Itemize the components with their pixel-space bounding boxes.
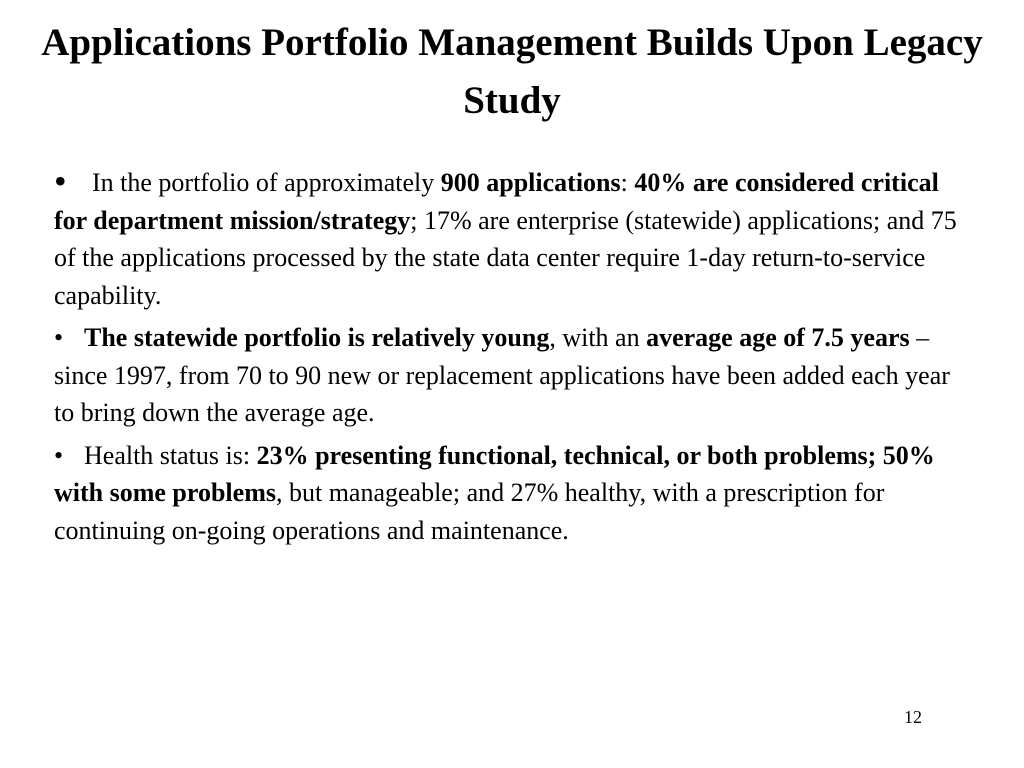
bullet-list xyxy=(54,161,974,554)
bullet-icon: • xyxy=(54,440,64,470)
bullet-text xyxy=(54,323,950,427)
bullet-text-part: : xyxy=(620,168,635,197)
bullet-text-part: In the portfolio of approximately xyxy=(92,168,441,197)
bullet-text-emphasis: 23% presenting functional, technical, or both problems; 50% with some problems xyxy=(54,440,935,507)
bullet-icon: • xyxy=(54,161,67,201)
page-number: 12 xyxy=(904,707,922,727)
bullet-item-portfolio-age xyxy=(54,319,974,432)
bullet-text xyxy=(54,441,935,545)
bullet-text-emphasis: 40% are considered critical for department mission/strategy xyxy=(54,168,939,235)
bullet-text-emphasis: 900 applications xyxy=(440,168,621,197)
bullet-text-part: – since 1997, from 70 to 90 new or replacement applications have been added each year to bring down the average age. xyxy=(54,323,950,427)
bullet-item-portfolio xyxy=(54,161,974,314)
bullet-text-part: Health status is: xyxy=(84,440,257,470)
bullet-text-emphasis: The statewide portfolio is relatively young xyxy=(84,323,550,352)
bullet-item-health-status xyxy=(54,437,974,550)
bullet-text-part: , with an xyxy=(549,323,647,352)
bullet-text-part: , but manageable; and 27% healthy, with a prescription for continuing on-going operations and maintenance. xyxy=(54,478,885,545)
slide-title: Applications Portfolio Management Builds Upon Legacy Study xyxy=(41,21,983,122)
bullet-icon: • xyxy=(54,323,64,352)
bullet-text xyxy=(54,161,957,310)
bullet-text-part: ; 17% are enterprise (statewide) applications; and 75 of the applications processed by the state data center require 1-day return-to-service capability. xyxy=(54,205,957,310)
bullet-text-emphasis: average age of 7.5 years xyxy=(646,323,910,352)
